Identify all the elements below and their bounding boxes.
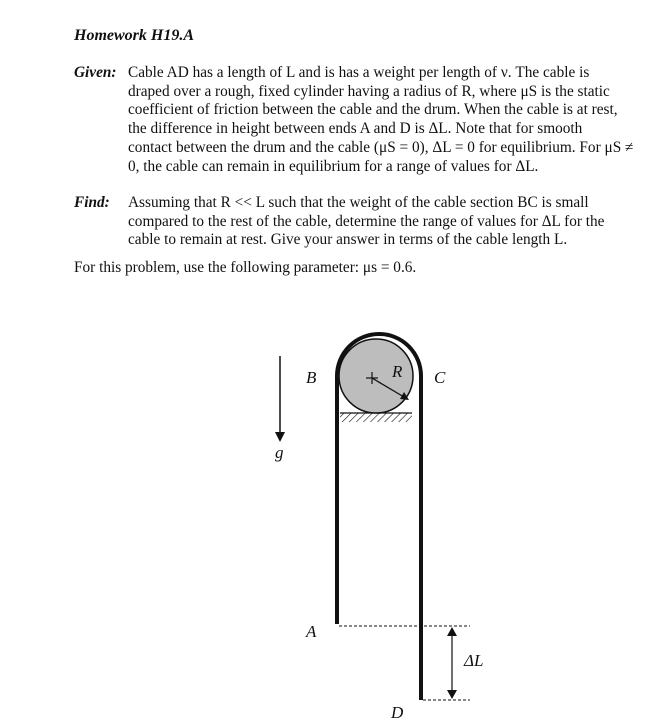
homework-title: Homework H19.A bbox=[74, 27, 195, 44]
given-line: the difference in height between ends A and D is ΔL. Note that for smooth bbox=[128, 120, 583, 138]
given-line: contact between the drum and the cable (μS = 0), ΔL = 0 for equilibrium. For μS ≠ bbox=[128, 138, 634, 156]
find-line: Assuming that R << L such that the weight of the cable section BC is small bbox=[128, 194, 589, 211]
gravity-arrowhead bbox=[275, 432, 285, 442]
label-g: g bbox=[275, 443, 284, 462]
given-line: 0, the cable can remain in equilibrium for a range of values for ΔL. bbox=[128, 157, 539, 175]
label-R: R bbox=[392, 362, 403, 381]
label-D: D bbox=[391, 703, 404, 722]
find-line: compared to the rest of the cable, determine the range of values for ΔL for the bbox=[128, 212, 605, 230]
given-line: draped over a rough, fixed cylinder having a radius of R, where μS is the static bbox=[128, 82, 610, 100]
label-C: C bbox=[434, 368, 446, 387]
given-line: coefficient of friction between the cable and the drum. When the cable is at rest, bbox=[128, 101, 618, 119]
delta-L-arrow-bottom bbox=[447, 690, 457, 699]
given-label: Given: bbox=[74, 64, 117, 81]
find-label: Find: bbox=[74, 194, 110, 211]
ground-hatch bbox=[340, 413, 412, 422]
label-A: A bbox=[306, 622, 317, 641]
label-delta-L: ΔL bbox=[464, 651, 484, 670]
find-line: cable to remain at rest. Give your answer in terms of the cable length L. bbox=[128, 231, 568, 249]
parameter-line: For this problem, use the following parameter: μs = 0.6. bbox=[74, 259, 417, 276]
label-B: B bbox=[306, 368, 317, 387]
given-line: Cable AD has a length of L and is has a weight per length of ν. The cable is bbox=[128, 64, 590, 81]
delta-L-arrow-top bbox=[447, 627, 457, 636]
